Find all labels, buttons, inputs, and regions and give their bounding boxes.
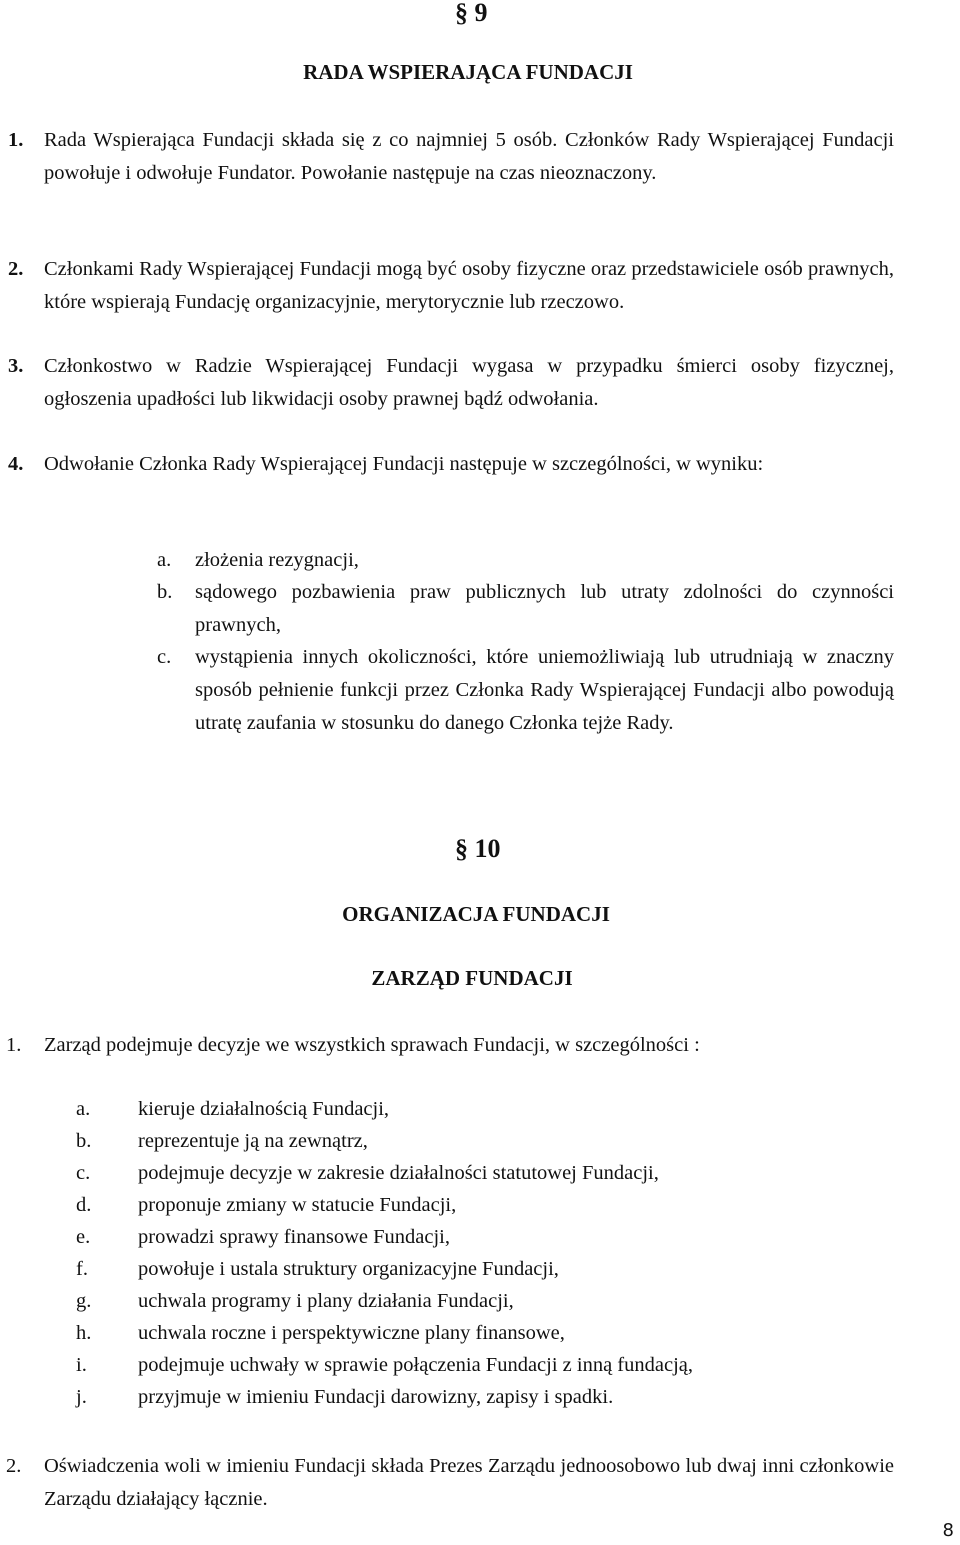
list-text: podejmuje decyzje w zakresie działalności statutowej Fundacji,: [138, 1162, 659, 1184]
list-item: [76, 1093, 916, 1125]
section-9-mark: § 9: [455, 0, 488, 27]
list-label: f.: [76, 1258, 88, 1280]
list-item: [76, 1253, 916, 1285]
list-label: c.: [157, 646, 172, 668]
section-9-title: RADA WSPIERAJĄCA FUNDACJI: [303, 60, 633, 84]
list-text: powołuje i ustala struktury organizacyjne Fundacji,: [138, 1258, 559, 1280]
list-label: g.: [76, 1290, 92, 1312]
list-text: prowadzi sprawy finansowe Fundacji,: [138, 1226, 450, 1248]
list-item: [76, 1189, 916, 1221]
paragraph-text: Oświadczenia woli w imieniu Fundacji składa Prezes Zarządu jednoosobowo lub dwaj inni członkowie Zarządu działający łącznie.: [44, 1455, 894, 1510]
list-label: c.: [76, 1162, 91, 1184]
list-text: uchwala roczne i perspektywiczne plany finansowe,: [138, 1322, 565, 1344]
list-item: złożenia rezygnacji,: [195, 549, 359, 571]
item-number: 3.: [8, 355, 24, 377]
item-number: 2.: [6, 1455, 22, 1477]
list-item: [76, 1349, 916, 1381]
page-number: 8: [942, 1520, 954, 1541]
paragraph-text: Członkostwo w Radzie Wspierającej Fundacji wygasa w przypadku śmierci osoby fizycznej, ogłoszenia upadłości lub likwidacji osoby prawnej bądź odwołania.: [44, 355, 894, 410]
list-label: a.: [157, 549, 172, 571]
responsibilities-list: [76, 1093, 916, 1413]
item-number: 1.: [6, 1034, 22, 1056]
list-text: przyjmuje w imieniu Fundacji darowizny, zapisy i spadki.: [138, 1386, 614, 1408]
list-item: [76, 1221, 916, 1253]
section-10-title: ORGANIZACJA FUNDACJI: [342, 902, 610, 926]
list-item: [76, 1157, 916, 1189]
list-text: proponuje zmiany w statucie Fundacji,: [138, 1194, 457, 1216]
list-label: j.: [76, 1386, 87, 1408]
list-item: wystąpienia innych okoliczności, które uniemożliwiają lub utrudniają w znaczny sposób pełnienie funkcji przez Członka Rady Wspierającej Fundacji albo powodują utratę zaufania w stosunku do danego Członka tejże Rady.: [195, 646, 894, 734]
list-label: h.: [76, 1322, 92, 1344]
paragraph-text: Odwołanie Członka Rady Wspierającej Fundacji następuje w szczególności, w wyniku:: [44, 453, 764, 475]
list-text: podejmuje uchwały w sprawie połączenia Fundacji z inną fundacją,: [138, 1354, 694, 1376]
list-item: [76, 1317, 916, 1349]
list-label: i.: [76, 1354, 87, 1376]
item-number: 1.: [8, 129, 24, 151]
list-item: sądowego pozbawienia praw publicznych lub utraty zdolności do czynności prawnych,: [195, 581, 894, 636]
section-10-mark: § 10: [455, 834, 501, 863]
paragraph-text: Rada Wspierająca Fundacji składa się z co najmniej 5 osób. Członków Rady Wspierającej Fundacji powołuje i odwołuje Fundator. Powołanie następuje na czas nieoznaczony.: [44, 129, 894, 184]
list-item: [76, 1381, 916, 1413]
paragraph-text: Członkami Rady Wspierającej Fundacji mogą być osoby fizyczne oraz przedstawiciele osób prawnych, które wspierają Fundację organizacyjnie, merytorycznie lub rzeczowo.: [44, 258, 894, 313]
paragraph-text: Zarząd podejmuje decyzje we wszystkich sprawach Fundacji, w szczególności :: [44, 1034, 700, 1056]
list-text: reprezentuje ją na zewnątrz,: [138, 1130, 368, 1152]
list-label: b.: [157, 581, 173, 603]
item-number: 4.: [8, 453, 24, 475]
list-label: d.: [76, 1194, 92, 1216]
list-item: [76, 1125, 916, 1157]
item-number: 2.: [8, 258, 24, 280]
list-text: uchwala programy i plany działania Fundacji,: [138, 1290, 514, 1312]
section-10-subtitle: ZARZĄD FUNDACJI: [371, 966, 573, 990]
list-text: kieruje działalnością Fundacji,: [138, 1098, 390, 1120]
list-label: b.: [76, 1130, 92, 1152]
list-label: a.: [76, 1098, 91, 1120]
list-item: [76, 1285, 916, 1317]
list-label: e.: [76, 1226, 91, 1248]
